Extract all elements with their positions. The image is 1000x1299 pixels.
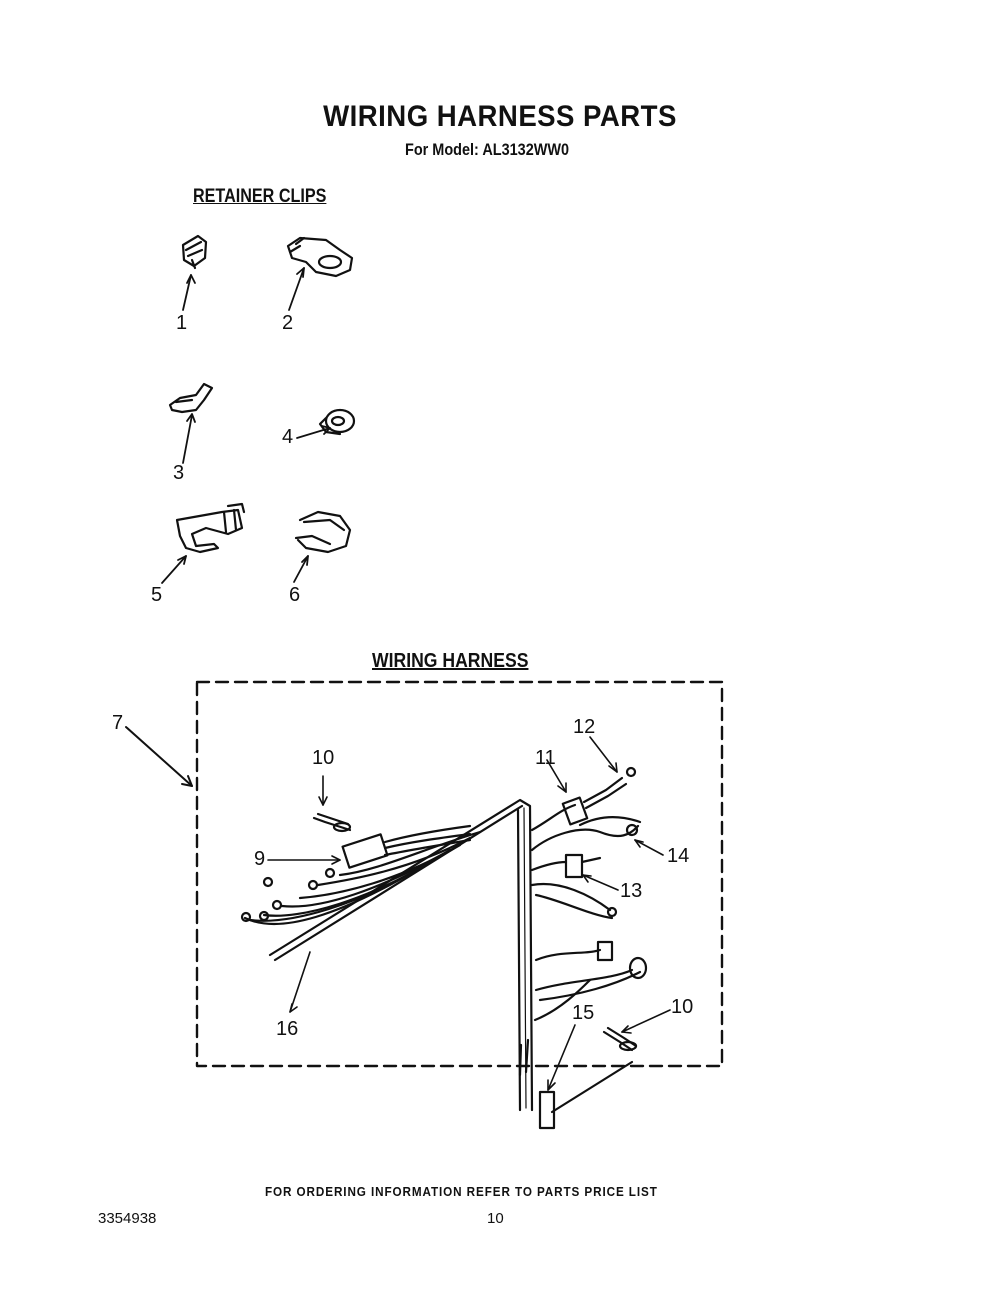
retainer-clip-2-drawing — [288, 238, 352, 276]
document-number: 3354938 — [98, 1210, 157, 1227]
page-subtitle: For Model: AL3132WW0 — [405, 140, 570, 159]
retainer-clip-3-drawing — [170, 384, 212, 412]
callout-7: 7 — [112, 712, 124, 734]
callout-16: 16 — [276, 1018, 299, 1040]
page-number: 10 — [487, 1210, 504, 1227]
retainer-clip-5-drawing — [177, 504, 244, 552]
callout-15: 15 — [572, 1002, 595, 1024]
page-title: WIRING HARNESS PARTS — [323, 100, 677, 133]
retainer-clip-6-drawing — [296, 512, 350, 552]
section-heading-retainer-clips: RETAINER CLIPS — [193, 186, 327, 207]
callout-1: 1 — [176, 312, 188, 334]
callout-14: 14 — [667, 845, 690, 867]
callout-10-right: 10 — [671, 996, 694, 1018]
callout-5: 5 — [151, 584, 163, 606]
callout-6: 6 — [289, 584, 301, 606]
ordering-info-note: FOR ORDERING INFORMATION REFER TO PARTS PRICE LIST — [265, 1184, 658, 1199]
callout-11: 11 — [535, 747, 556, 769]
callout-10-left: 10 — [312, 747, 335, 769]
callout-13: 13 — [620, 880, 643, 902]
retainer-clip-1-drawing — [183, 236, 206, 268]
callout-9: 9 — [254, 848, 266, 870]
section-heading-wiring-harness: WIRING HARNESS — [372, 650, 529, 672]
callout-12: 12 — [573, 716, 596, 738]
callout-4: 4 — [282, 426, 294, 448]
callout-3: 3 — [173, 462, 185, 484]
callout-2: 2 — [282, 312, 294, 334]
